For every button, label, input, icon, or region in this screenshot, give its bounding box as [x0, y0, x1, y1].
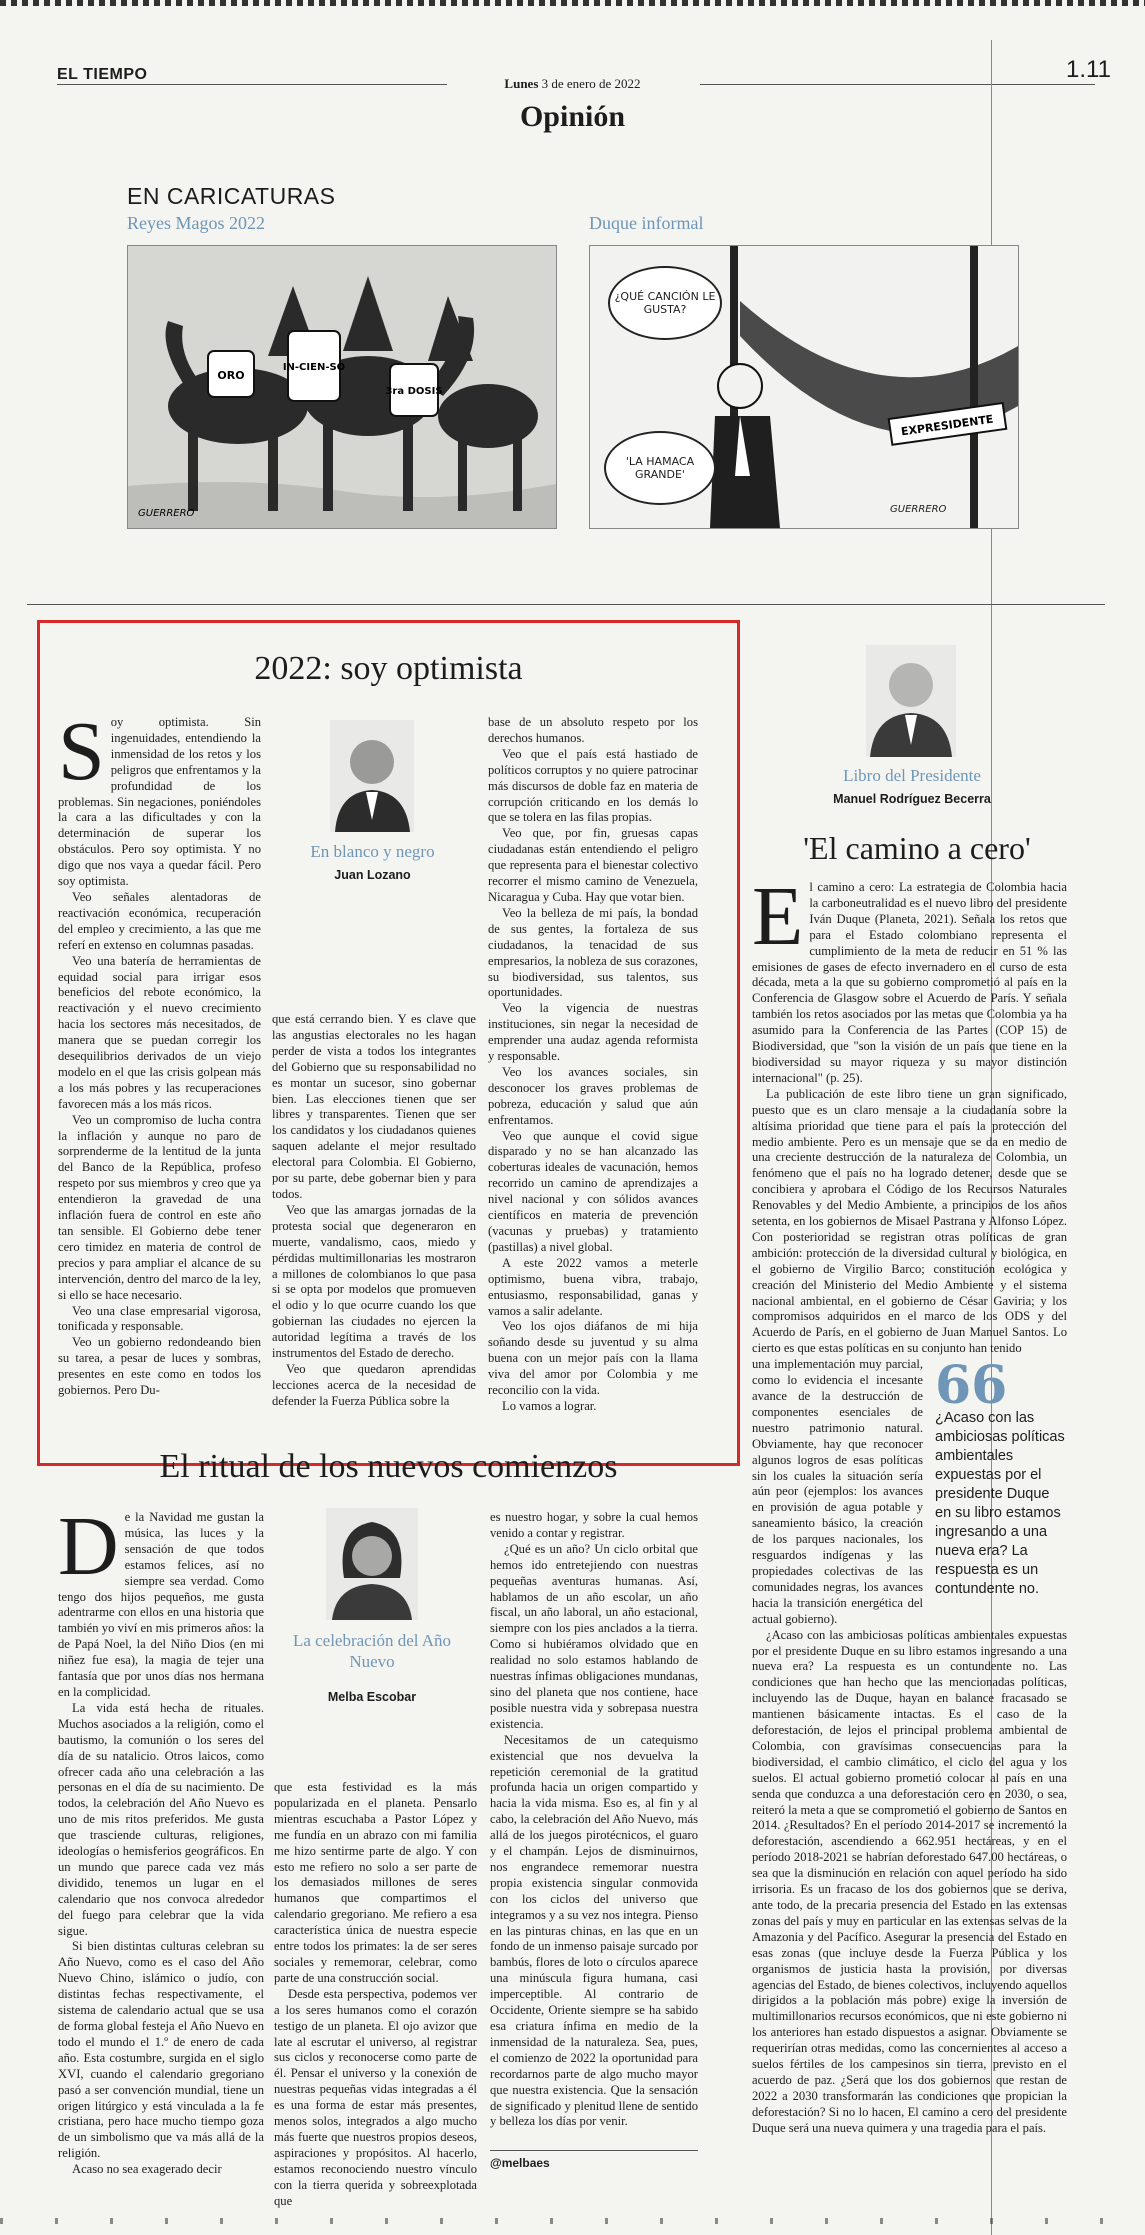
article2-paragraph: l camino a cero: La estrategia de Colombia hacia la carboneutralidad es el nuevo libro del presidente Iván Duque (Planeta, 2021). Señala los retos que para el Estado colombiano representa el cumplimiento de la meta de reducir en 51 % las emisiones de gases de efecto invernadero en el curso de esta década, meta a la que su gobierno comprometió al país en la Conferencia de Glasgow sobre el Acuerdo de París. Y señala también los retos asociados por las metas que Colombia ya ha asumido para la Conferencia de las Partes (COP 15) de Biodiversidad, que "son la visión de un país que tiene en la biodiversidad su mayor riqueza y su mayor distinción internacional" (p. 25). — [752, 880, 1067, 1085]
article1-author: Juan Lozano — [334, 868, 411, 882]
cartoon-right-signature: GUERRERO — [890, 504, 947, 515]
cartoons-section-title: EN CARICATURAS — [127, 183, 336, 209]
torn-edge — [0, 0, 1145, 6]
cartoon-label-oro: ORO — [217, 369, 245, 382]
cartoon-left-title: Reyes Magos 2022 — [127, 213, 265, 233]
article3-title: El ritual de los nuevos comienzos — [159, 1448, 618, 1485]
newspaper-name: EL TIEMPO — [57, 66, 148, 83]
cartoon-right-title: Duque informal — [589, 213, 704, 233]
article1-paragraph: Veo que las amargas jornadas de la protesta social que degeneraron en muerte, vandalismo, caos, miedo y pérdidas multimillonarias les mostraron a millones de colombianos lo que pasa si se opta por modelos que promueven el odio y lo que ocurre cuando los que gobiernan las ciudades no ejercen la autoridad legítima a través de los instrumentos del Estado de derecho. — [272, 1202, 476, 1361]
article1-paragraph: Veo la vigencia de nuestras instituciones, sin negar la necesidad de emprender una audaz agenda reformista y responsable. — [488, 1001, 698, 1064]
cartoon-bubble-answer: 'LA HAMACA GRANDE' — [604, 431, 716, 505]
article1-paragraph: base de un absoluto respeto por los derechos humanos. — [488, 715, 698, 745]
cartoon-reyes-magos-drawing — [128, 246, 556, 528]
article1-paragraph: Veo un gobierno redondeando bien su tarea, a pesar de luces y sombras, presentes en este como en todos los gobiernos. Pero Du- — [58, 1335, 261, 1398]
article3-paragraph: Necesitamos de un catequismo existencial que nos devuelva la repetición ceremonial de la gratitud profunda hacia un origen compartido y hacia la vida misma. Eso es, al fin y al cabo, la celebración del Año Nuevo, más allá de los juegos pirotécnicos, el guaro y el champán. Lejos de disminuirnos, nos engrandece rememorar nuestra propia existencia singular conmovida con los ciclos del universo que integramos y a su vez nos integra. Pienso en las pinturas chinas, en las que en un fondo de un inmenso paisaje surcado por bambús, flores de loto o círculos aparece una minúscula figura humana, casi imperceptible. Al contrario de Occidente, Oriente siempre se ha sabido esa criatura ínfima en medio de la inmensidad de la naturaleza. Sea, pues, el comienzo de 2022 la oportunidad para recordarnos parte de algo mucho mayor que nuestra existencia. Que la sensación de significado y plenitud llene de sentido y belleza los días por venir. — [490, 1732, 698, 2129]
article2-paragraph: una implementación muy parcial, como lo evidencia el incesante avance de la destrucción de componentes esenciales de nuestro patrimonio natural. Obviamente, hay que reconocer algunos logros de esas políticas sin los cuales la situación sería aún peor (ejemplos: los avances en provisión de agua potable y saneamiento básico, la creación de los parques nacionales, los resguardos indígenas y las propiedades colectivas de las comunidades negras, los avances hacia la transición energética del actual gobierno). — [752, 1357, 923, 1626]
article1-paragraph: Veo los ojos diáfanos de mi hija soñando desde su juventud y su alma buena con un mejor país con la llama viva del amor por Colombia y me reconcilio con la vida. — [488, 1319, 698, 1398]
article2-author: Manuel Rodríguez Becerra — [833, 792, 991, 806]
author-handle: @melbaes — [490, 2156, 550, 2170]
date-day: Lunes — [504, 76, 539, 91]
portrait-silhouette-icon — [330, 720, 414, 832]
article1-paragraph: Veo la belleza de mi país, la bondad de sus gentes, la fortaleza de sus ciudadanos, la tenacidad de sus empresarios, la nobleza de sus corazones, su biodiversidad, sus talentos, sus oportunidades. — [488, 905, 698, 1000]
article1-paragraph: A este 2022 vamos a meterle optimismo, buena vibra, trabajo, entusiasmo, responsabilidad, ganas y vamos a salir adelante. — [488, 1255, 698, 1318]
article1-kicker: En blanco y negro — [310, 842, 435, 861]
article1-column-1 — [58, 705, 261, 1450]
author-photo-melba-escobar — [326, 1508, 418, 1620]
cartoon-duque-informal — [589, 245, 1019, 529]
section-title: Opinión — [519, 100, 626, 133]
cartoon-bubble-question: ¿QUÉ CANCIÓN LE GUSTA? — [608, 266, 722, 340]
article1-paragraph: Veo una clase empresarial vigorosa, tonificada y responsable. — [58, 1303, 261, 1334]
article1-column-2 — [272, 1012, 476, 1452]
article3-paragraph: Desde esta perspectiva, podemos ver a los seres humanos como el corazón testigo de un planeta. El ojo avizor que late al escrutar el universo, al registrar sus ciclos y reconocerse como parte de él. Pensar el universo y la conexión de nuestras pequeñas vidas integradas a él es una forma de estar más presentes, menos solos, integrados a algo mucho más fuerte que nuestros propios deseos, aspiraciones y propósitos. Al hacerlo, estamos reconociendo nuestro vínculo con la tierra querida y sobreexplotada que — [274, 1986, 477, 2208]
article1-paragraph: Veo una batería de herramientas de equidad social para irrigar esos beneficios del rebote económico, la reactivación y el nuevo crecimiento hacia los sectores más necesitados, de manera que se puedan corregir los desequilibrios derivados de un viejo modelo en el que las crisis golpean más a los más pobres y las recuperaciones favorecen más a los más ricos. — [58, 953, 261, 1111]
quote-mark-icon: 66 — [935, 1355, 1008, 1417]
masthead-rule-right — [700, 84, 1095, 85]
article1-dropcap: S — [58, 705, 105, 798]
article3-paragraph: Acaso no sea exagerado decir — [72, 2162, 222, 2177]
cartoon-reyes-magos — [127, 245, 557, 529]
article1-paragraph: Veo que el país está hastiado de políticos corruptos y no quiere patrocinar más discursos de doble faz en materia de corrupción criticando en los demás lo que se tolera en las filas propias. — [488, 746, 698, 825]
article3-paragraph: es nuestro hogar, y sobre la cual hemos venido a contar y registrar. — [490, 1510, 698, 1540]
article1-paragraph: Veo que aunque el covid sigue disparado y no se han alcanzado las coberturas ideales de vacunación, hemos recorrido un camino de aprendizajes a nivel nacional y con sólidos avances científicos en materia de prevención (vacunas y pruebas) y tratamiento (pastillas) a nivel global. — [488, 1128, 698, 1254]
article3-kicker: La celebración del Año Nuevo — [292, 1631, 452, 1671]
article1-paragraph: que está cerrando bien. Y es clave que las angustias electorales no les hagan perder de vista a todos los integrantes del Gobierno que su responsabilidad no es montar un sucesor, sino gobernar bien. Las elecciones tienen que ser libres y transparentes. Tienen que ser los candidatos y los ciudadanos quienes saquen adelante el mejor resultado electoral para Colombia. El Gobierno, por su parte, debe gobernar bien y para todos. — [272, 1012, 476, 1201]
handle-divider — [490, 2150, 698, 2151]
article1-paragraph: Veo los avances sociales, sin desconocer los graves problemas de pobreza, educación y salud que aún enfrentamos. — [488, 1064, 698, 1127]
article2-paragraph: ¿Acaso con las ambiciosas políticas ambientales expuestas por el presidente Duque en su libro estamos ingresando a una nueva era? La respuesta es un contundente no. Las condiciones que han hecho que las mencionadas políticas, incluyendo las de Duque, hayan en balance fracasado se mantienen básicamente intactas. Es el caso de la deforestación, de lejos el principal problema ambiental de Colombia, con gravísimas consecuencias para la biodiversidad, el cambio climático, el ciclo del agua y los suelos. El actual gobierno prometió colocar al país en una senda que conduzca a una deforestación cero en 2030, o sea, reiteró la meta a que se comprometió el gobierno de Santos en 2014. ¿Resultados? En el período 2014-2017 se incrementó la deforestación, ascendiendo a 662.951 hectáreas, y en el período 2018-2021 se habrían deforestado 647.00 hectáreas, o sea que la disminución en relación con aquel período ha sido irrisoria. Es un fracaso de los dos gobiernos que se deriva, ante todo, de la precaria presencia del Estado en las extensas zonas del país y muy en particular en las extensas selvas de la Amazonia y del Pacífico. Asegurar la presencia del Estado en esas zonas (que incluye desde la Fuerza Pública y los organismos de justicia hasta la provisión, por diversas agencias del Estado, de bienes colectivos, incluyendo aquellos dirigidos a la población más pobre) exige la inversión de multimillonarios recursos económicos, que ni este gobierno ni los anteriores han estado dispuestos a asignar. Obviamente se requerirían otras medidas, como las concernientes al acceso a suelos fértiles de los campesinos sin tierra, previsto en el acuerdo de paz. ¿Será que los dos gobiernos que restan de 2022 a 2030 transformarán las condiciones que propician la deforestación? Si no lo hacen, El camino a cero del presidente Duque será una nueva quimera y una tragedia para el país. — [752, 1627, 1067, 2135]
article1-paragraph: Lo vamos a lograr. — [502, 1398, 597, 1413]
author-photo-manuel-rodriguez — [866, 645, 956, 757]
article1-paragraph: Veo un compromiso de lucha contra la inflación y aunque no paro de sorprenderme de la lentitud de la junta del Banco de la República, profeso respeto por sus miembros y creo que ya entendieron la gravedad de una inflación fuera de control en este año tan sensible. El Gobierno debe tener cero timidez en materia de control de precios y para ampliar el alcance de su intervención, dentro del marco de la ley, si ello se hace necesario. — [58, 1112, 261, 1302]
article2-kicker: Libro del Presidente — [843, 766, 981, 785]
cartoon-label-incienso: IN-CIEN-SO — [282, 362, 346, 373]
article1-title: 2022: soy optimista — [254, 650, 523, 687]
article3-paragraph: Si bien distintas culturas celebran su Año Nuevo, como es el caso del Año Nuevo Chino, islámico o judío, con distintas fechas respectivamente, el sistema de calendario actual que se usa de forma global festeja el Año Nuevo en todo el mundo el 1.º de enero de cada año. Esta costumbre, surgida en el siglo XVI, cuando el calendario gregoriano pasó a ser convención mundial, tiene un origen litúrgico y está vinculada a la fe cristiana, pero hace mucho tiempo goza de un simbolismo que va más allá de la religión. — [58, 1939, 264, 2161]
date-rest: 3 de enero de 2022 — [541, 76, 641, 91]
scan-bottom-edge — [0, 2218, 1145, 2224]
article1-paragraph: oy optimista. Sin ingenuidades, entendiendo la inmensidad de los retos y los peligros que enfrentamos y la profundidad de los problemas. Sin negaciones, poniéndoles la cara a las dificultades y con la determinación de superar los obstáculos. Pero soy optimista. Y no digo que nos vaya a quedar fácil. Pero soy optimista. — [58, 715, 261, 889]
portrait-silhouette-icon — [866, 645, 956, 757]
pull-quote-text: ¿Acaso con las ambiciosas políticas ambientales expuestas por el presidente Duque en su libro estamos ingresando a una nueva era? La respuesta es un contundente no. — [935, 1410, 1065, 1598]
article2-paragraph: La publicación de este libro tiene un gran significado, puesto que es un claro mensaje a la ciudadanía sobre la altísima prioridad que tiene para el país la protección del medio ambiente. Pero es un mensaje que se da en medio de una creciente destrucción de la naturaleza de Colombia, un fenómeno que el país no ha logrado detener, desde que se concibiera y aprobara el Código de los Recursos Naturales Renovables y del Medio Ambiente, a principios de los años setenta, en los gobiernos de Misael Pastrana y Alfonso López. Con posterioridad se registran otras políticas de gran ambición: protección de la diversidad cultural y biológica, en el gobierno de Virgilio Barco; constitución ecológica y creación del Ministerio del Medio Ambiente y el sistema nacional ambiental, en el gobierno de César Gaviria; y los compromisos adquiridos en el marco de los ODS y del Acuerdo de París, en el gobierno de Juan Manuel Santos. Lo cierto es que estas políticas en su conjunto han tenido — [752, 1086, 1067, 1356]
cartoon-banner-text: EXPRESIDENTE — [900, 412, 995, 439]
article3-author: Melba Escobar — [327, 1690, 417, 1704]
section-divider — [27, 604, 1105, 605]
cartoon-label-dosis: 3ra DOSIS — [385, 386, 443, 397]
article3-column-2 — [274, 1780, 477, 2208]
cartoon-left-signature: GUERRERO — [138, 508, 195, 519]
article1-column-3 — [488, 715, 698, 1450]
portrait-silhouette-icon — [326, 1508, 418, 1620]
article3-column-3 — [490, 1510, 698, 2140]
author-photo-juan-lozano — [330, 720, 414, 832]
article3-paragraph: ¿Qué es un año? Un ciclo orbital que hemos ido entretejiendo con nuestras pequeñas aventuras humanas. Así, hablamos de un año escolar, un año fiscal, un año laboral, un año estacional, siempre con los pies anclados a la tierra. Como si hubiéramos olvidado que en realidad no solo estamos hablando de nuestras ínfimas obligaciones mundanas, sino del planeta que nos contiene, hace posible nuestra vida y sobrepasa nuestra existencia. — [490, 1541, 698, 1731]
article2-title: 'El camino a cero' — [803, 830, 1031, 866]
article2-column — [752, 870, 1067, 2135]
article3-paragraph: La vida está hecha de rituales. Muchos asociados a la religión, como el bautismo, la comunión o los seres del día de su natalicio. Otros laicos, como ofrecer cada año una celebración a las personas en el día de su nacimiento. De todos, la celebración del Año Nuevo es uno de mis ritos preferidos. Me gusta que trasciende culturas, religiones, ideologías o hemisferios geográficos. En un mundo que parece cada vez más dividido, tenemos un lugar en el calendario que nos convoca alrededor del fuego para celebrar que la vida sigue. — [58, 1700, 264, 1938]
article3-paragraph: e la Navidad me gustan la música, las luces y la sensación de que todos estamos felices, así no siempre sea verdad. Como tengo dos hijos pequeños, me gusta adentrarme con ellos en una historia que también yo viví en mis primeros años: la de Papá Noel, la del Niño Dios (en mi niñez fue esa), la magia de tejer una fantasía que por unos días nos hermana en la complicidad. — [58, 1510, 264, 1699]
article1-paragraph: Veo que, por fin, gruesas capas ciudadanas están entendiendo el peligro que representa para el bienestar colectivo recorrer el mismo camino de Venezuela, Nicaragua y Cuba. Hay que votar bien. — [488, 826, 698, 904]
page-number: 1.11 — [1066, 56, 1111, 83]
article1-paragraph: Veo que quedaron aprendidas lecciones acerca de la necesidad de defender la Fuerza Pública sobre la — [272, 1361, 476, 1408]
pull-quote — [935, 1355, 1067, 1613]
article1-paragraph: Veo señales alentadoras de reactivación económica, recuperación del empleo y crecimiento, a las que me referí en extenso en columnas pasadas. — [58, 889, 261, 952]
article3-dropcap: D — [58, 1500, 119, 1593]
article3-column-1 — [58, 1500, 264, 2177]
article2-dropcap: E — [752, 870, 804, 963]
article3-paragraph: que esta festividad es la más popularizada en el planeta. Pensarlo mientras escuchaba a Pastor López y me fundía en un abrazo con mi familia me hizo sentirme parte de algo. Y con esto me refiero no solo a ser parte de los demasiados millones de seres humanos que compartimos el calendario gregoriano. Me refiero a esa característica única de nuestra especie entre todos los primates: la de ser seres sociales y rememorar, celebrar, como parte de una construcción social. — [274, 1780, 477, 1985]
